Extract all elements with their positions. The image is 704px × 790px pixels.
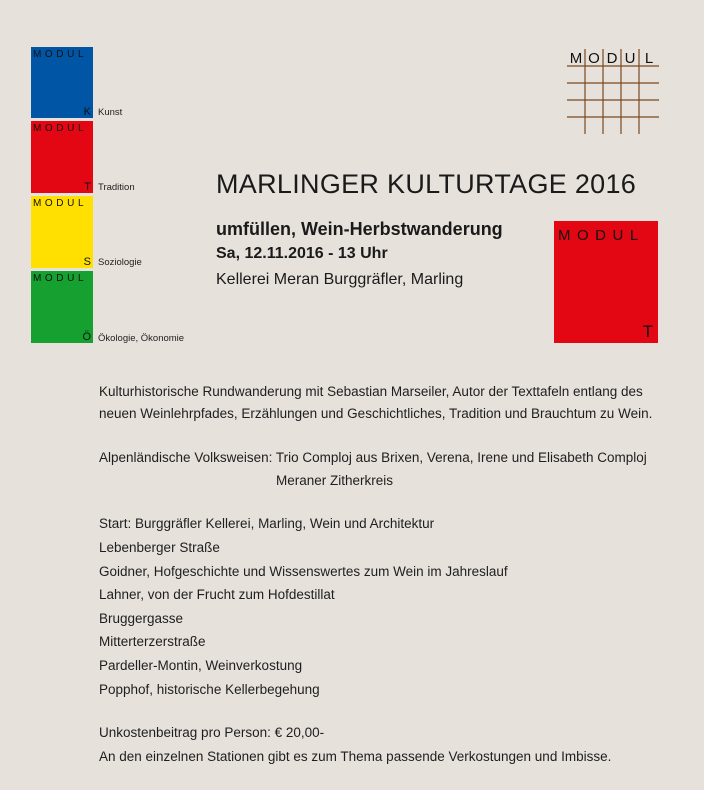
module-letter: T: [84, 181, 91, 193]
station-item: Lahner, von der Frucht zum Hofdestillat: [99, 587, 335, 602]
module-kunst-block: [31, 47, 93, 118]
badge-word: MODUL: [558, 227, 645, 244]
station-item: Mitterterzerstraße: [99, 634, 206, 649]
tasting-note: An den einzelnen Stationen gibt es zum Thema passende Verkostungen und Imbisse.: [99, 749, 612, 764]
logo-letter: M: [569, 50, 583, 67]
logo-letter: D: [606, 50, 618, 67]
station-item: Start: Burggräfler Kellerei, Marling, Wein und Architektur: [99, 516, 435, 531]
module-soziologie-label: Soziologie: [98, 257, 142, 268]
module-tradition-label: Tradition: [98, 182, 135, 193]
logo-letter: L: [644, 50, 654, 67]
music-line-1: Alpenländische Volksweisen: Trio Comploj aus Brixen, Verena, Irene und Elisabeth Comploj: [99, 450, 647, 465]
module-letter: Ö: [82, 331, 91, 343]
module-word: MODUL: [33, 273, 88, 284]
logo-letter: O: [588, 50, 600, 67]
badge-letter: T: [642, 322, 653, 341]
module-tradition-block: [31, 121, 93, 193]
modul-grid-logo: [567, 47, 661, 142]
module-word: MODUL: [33, 49, 88, 60]
module-word: MODUL: [33, 198, 88, 209]
module-oekologie-label: Ökologie, Ökonomie: [98, 333, 185, 344]
cost-line: Unkostenbeitrag pro Person: € 20,00-: [99, 725, 325, 740]
station-item: Bruggergasse: [99, 611, 184, 626]
logo-letter: U: [624, 50, 636, 67]
module-word: MODUL: [33, 123, 88, 134]
station-item: Pardeller-Montin, Weinverkostung: [99, 658, 303, 673]
station-item: Popphof, historische Kellerbegehung: [99, 682, 320, 697]
station-item: Lebenberger Straße: [99, 540, 220, 555]
event-name: umfüllen, Wein-Herbstwanderung: [216, 219, 503, 239]
module-oekologie-block: [31, 271, 93, 343]
module-soziologie-block: [31, 196, 93, 268]
modul-t-badge: [554, 221, 658, 343]
event-title: MARLINGER KULTURTAGE 2016: [216, 169, 637, 199]
event-date: Sa, 12.11.2016 - 13 Uhr: [216, 245, 388, 262]
grid-lines: [567, 47, 661, 137]
station-item: Goidner, Hofgeschichte und Wissenswertes zum Wein im Jahreslauf: [99, 564, 508, 579]
module-kunst-label: Kunst: [98, 107, 123, 118]
music-line-2: Meraner Zitherkreis: [276, 473, 394, 488]
description-line-1: Kulturhistorische Rundwanderung mit Sebastian Marseiler, Autor der Texttafeln entlang des: [99, 384, 643, 399]
description-line-2: neuen Weinlehrpfades, Erzählungen und Geschichtliches, Tradition und Brauchtum zu Wein.: [99, 406, 653, 421]
module-letter: S: [83, 256, 91, 268]
event-venue: Kellerei Meran Burggräfler, Marling: [216, 271, 464, 288]
module-letter: K: [83, 106, 91, 118]
